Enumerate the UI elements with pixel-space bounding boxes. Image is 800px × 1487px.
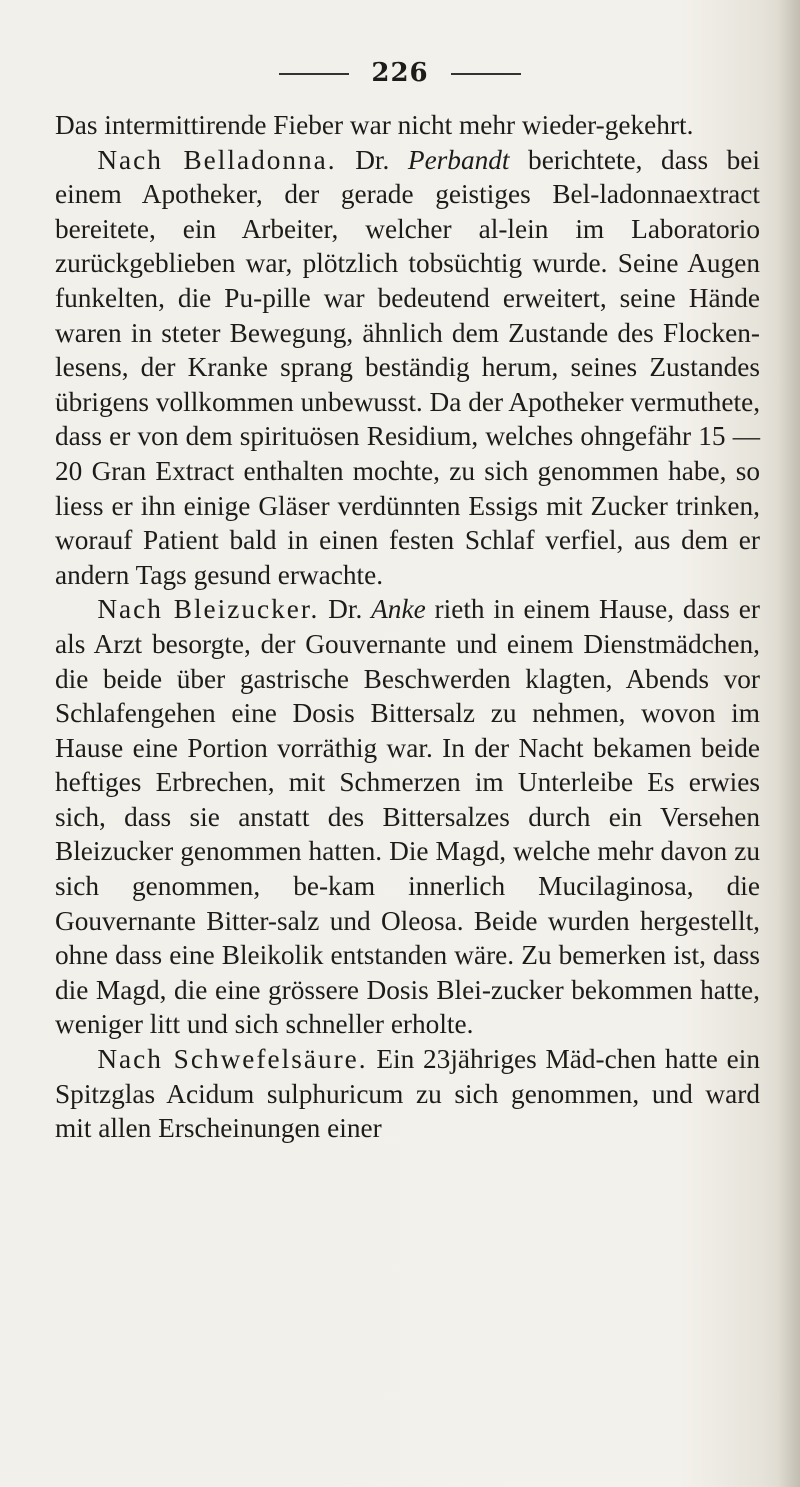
page-header — [0, 58, 800, 88]
paragraph-3-text: rieth in einem Hause, dass er als Arzt besorgte, der Gouvernante und einem Dienstmädchen, die beide über gastrische Beschwerden klagten, Abends vor Schlafengehen eine Dosis Bittersalz zu nehmen, wovon im Hause eine Portion vorräthig war. In der Nacht bekamen beide heftiges Erbrechen, mit Schmerzen im Unterleibe Es erwies sich, dass sie anstatt des Bittersalzes durch ein Versehen Bleizucker genommen hatten. Die Magd, welche mehr davon zu sich genommen, be-kam innerlich Mucilaginosa, die Gouvernante Bitter-salz und Oleosa. Beide wurden hergestellt, ohne dass eine Bleikolik entstanden wäre. Zu bemerken ist, dass die Magd, die eine grössere Dosis Blei-zucker bekommen hatte, weniger litt und sich schneller erholte. — [55, 594, 760, 1040]
header-rule-left — [279, 73, 349, 75]
paragraph-2-text: berichtete, dass bei einem Apotheker, der gerade geistiges Bel-ladonnaextract bereitete, ein Arbeiter, welcher al-lein im Laboratorio zurückgeblieben war, plötzlich tobsüchtig wurde. Seine Augen funkelten, die Pu-pille war bedeutend erweitert, seine Hände waren in steter Bewegung, ähnlich dem Zustande des Flocken-lesens, der Kranke sprang beständig herum, seines Zustandes übrigens vollkommen unbewusst. Da der Apotheker vermuthete, dass er von dem spirituösen Residium, welches ohngefähr 15 — 20 Gran Extract enthalten mochte, zu sich genommen habe, so liess er ihn einige Gläser verdünnten Essigs mit Zucker trinken, worauf Patient bald in einen festen Schlaf verfiel, aus dem er andern Tags gesund erwachte. — [55, 144, 761, 590]
paragraph-2-author: Perbandt — [407, 144, 510, 175]
paragraph-2 — [55, 143, 760, 593]
paragraph-3-author: Anke — [371, 594, 426, 625]
paragraph-1 — [55, 108, 760, 143]
paragraph-1-text: Das intermittirende Fieber war nicht mehr wieder-gekehrt. — [55, 110, 694, 140]
body-text — [55, 108, 760, 1146]
page-number: 226 — [371, 58, 429, 88]
paragraph-4 — [55, 1042, 760, 1146]
header-rule-right — [451, 73, 521, 75]
paragraph-3-heading: Nach Bleizucker. — [97, 594, 320, 625]
paragraph-2-title: Dr. — [336, 144, 408, 175]
paragraph-3-title: Dr. — [319, 594, 372, 625]
page-edge-shadow — [778, 0, 800, 1487]
paragraph-4-text: Ein 23jähriges Mäd-chen hatte ein Spitzglas Acidum sulphuricum zu sich genommen, und ward mit allen Erscheinungen einer — [55, 1044, 760, 1144]
paragraph-3 — [55, 592, 760, 1042]
paragraph-2-heading: Nach Belladonna. — [97, 144, 337, 175]
paragraph-4-heading: Nach Schwefelsäure. — [97, 1044, 368, 1075]
